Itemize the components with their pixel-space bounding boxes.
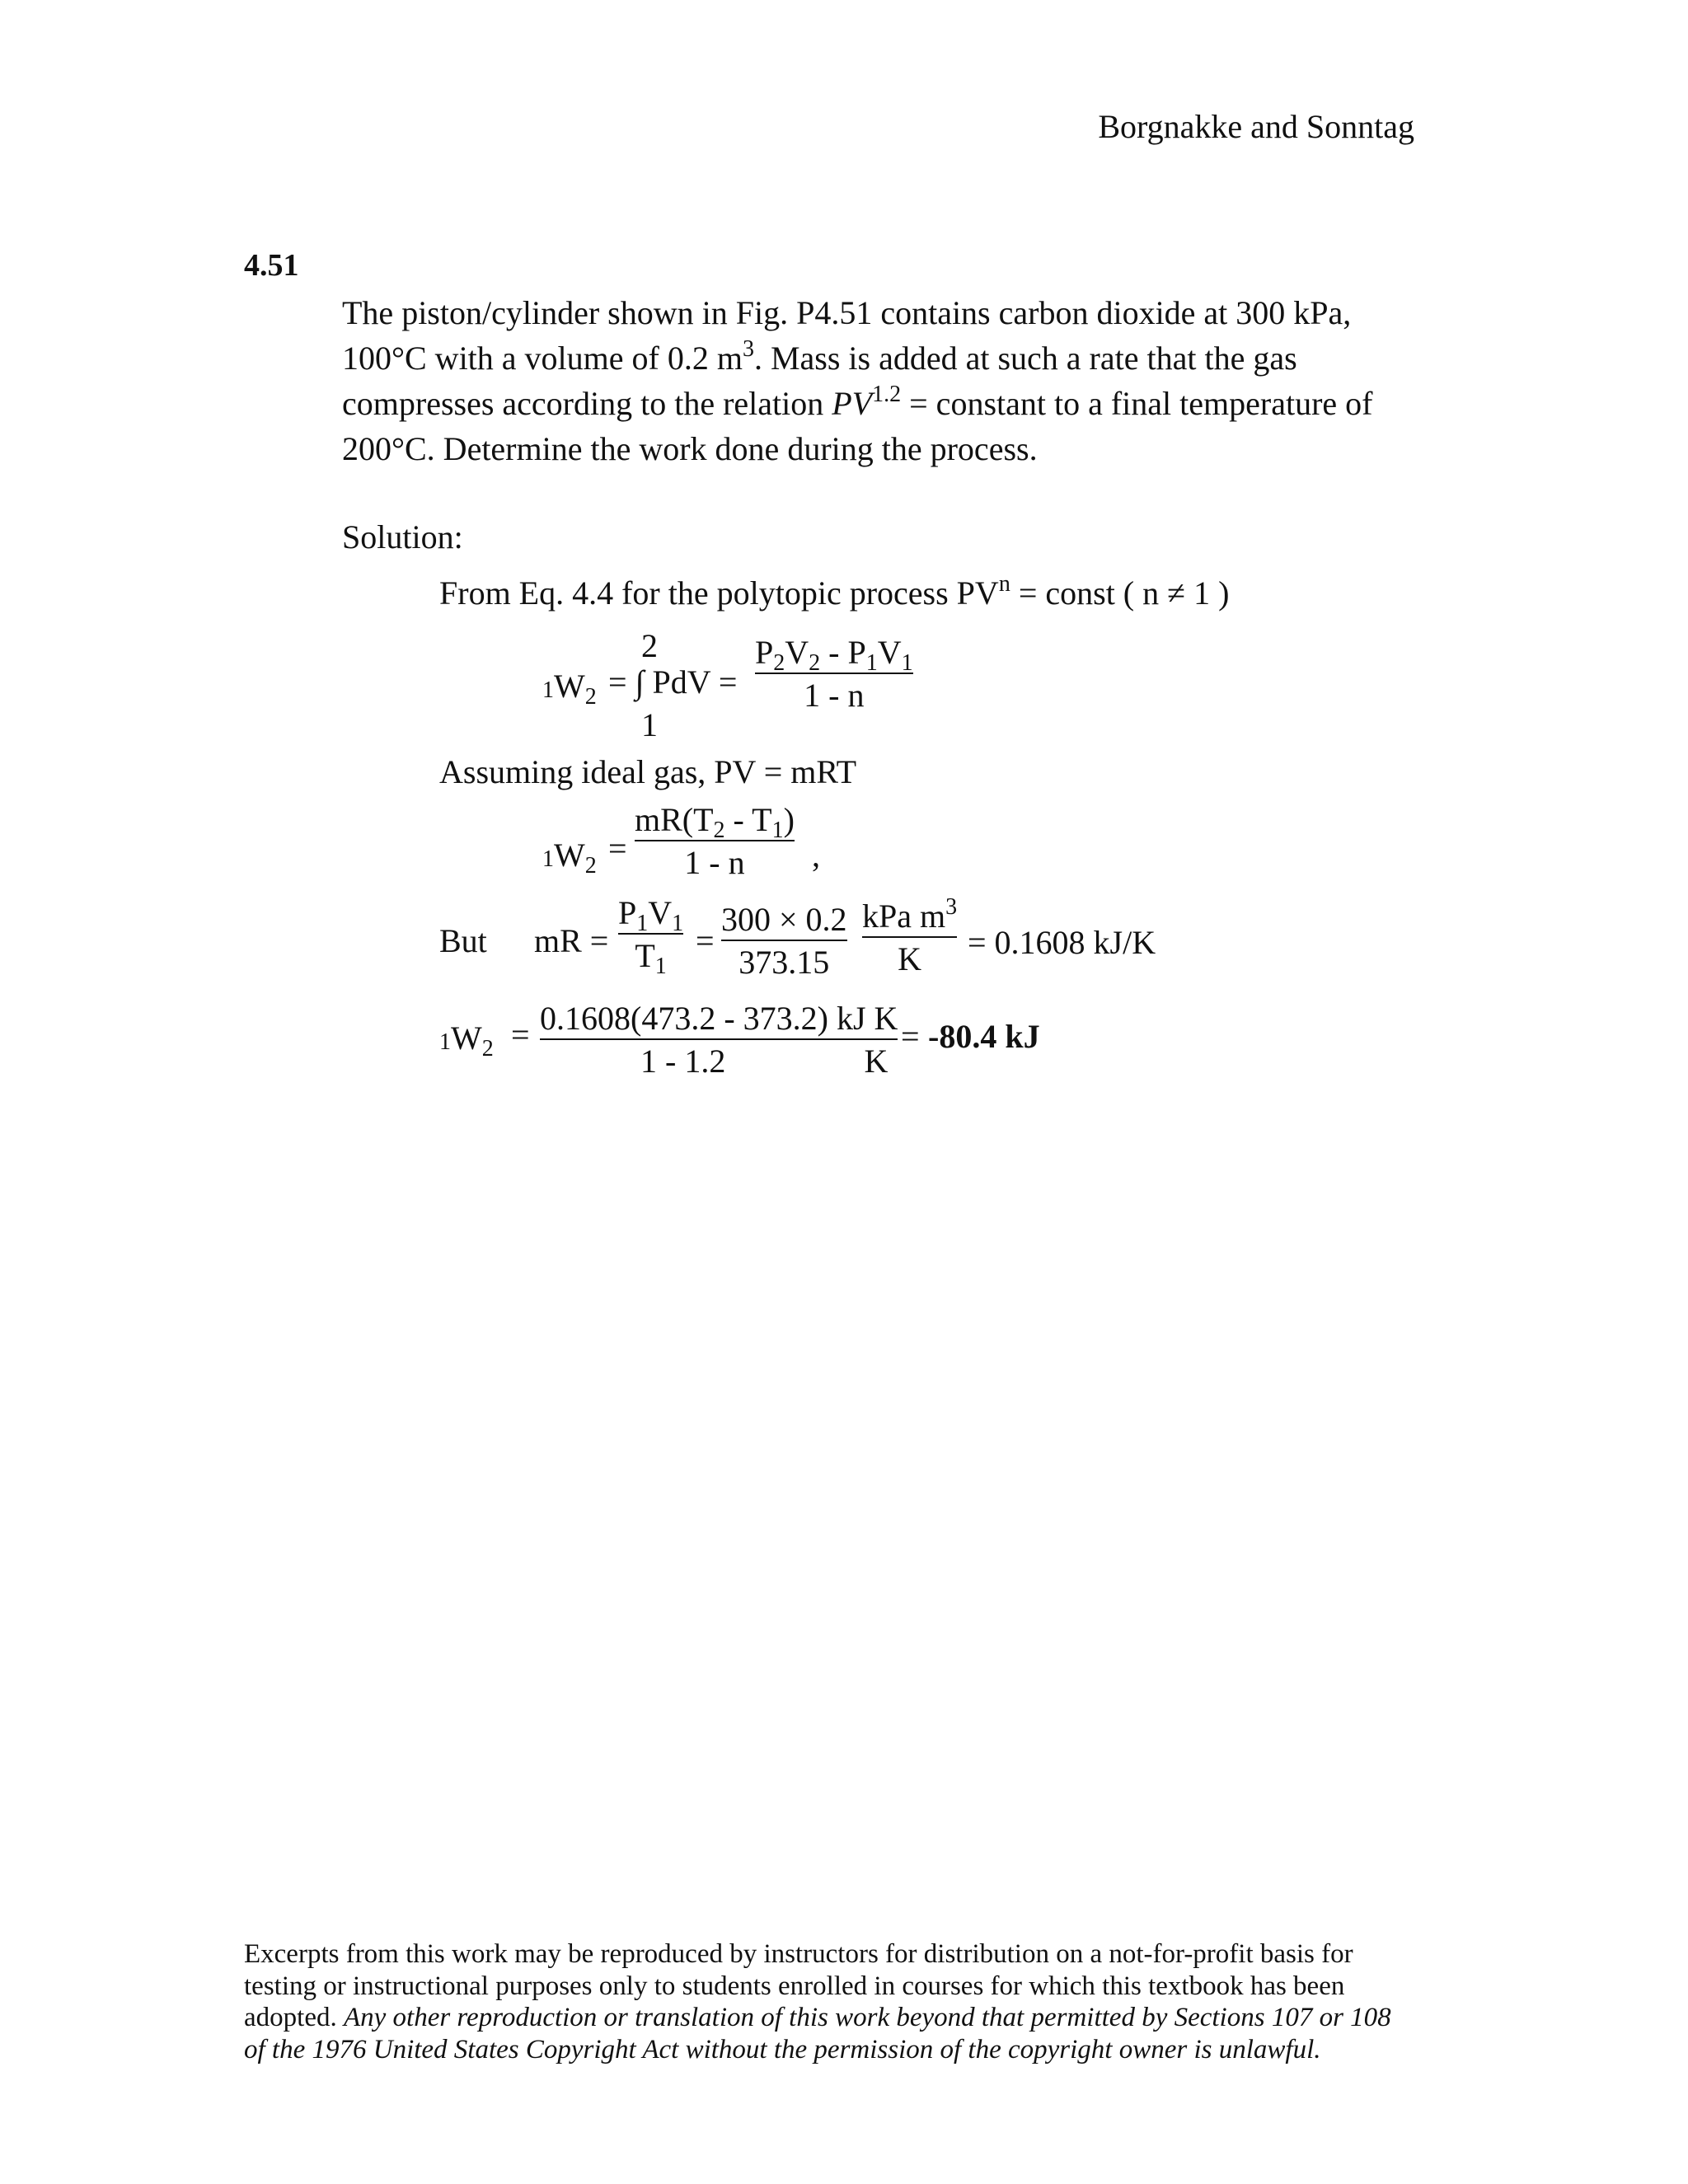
problem-line-2: 100°C with a volume of 0.2 $m^3$. Mass is added at such a rate that the gas [342, 336, 1297, 377]
ideal-gas-assumption: Assuming ideal gas, PV = mRT [439, 753, 857, 790]
mr-label: mR = [534, 922, 609, 959]
problem-line-1: The piston/cylinder shown in Fig. P4.51 contains carbon dioxide at 300 kPa, [342, 294, 1352, 331]
problem-statement [342, 290, 1447, 471]
fraction-bar [862, 936, 957, 938]
problem-number: 4.51 [244, 248, 299, 283]
integral-upper-limit: 2 [641, 627, 658, 664]
final-numerator: 0.1608(473.2 - 373.2) kJ K [540, 1000, 898, 1037]
final-denominator: 1 - 1.2 K [640, 1043, 889, 1080]
integral-lower-limit: 1 [641, 706, 658, 743]
mr-units-denominator: K [898, 940, 921, 977]
final-equals-1: = [511, 1016, 530, 1053]
eq2-fraction [635, 801, 795, 881]
final-result: -80.4 kJ [928, 1018, 1040, 1055]
final-equals-2: = [901, 1018, 920, 1055]
problem-line-3: compresses according to the relation $PV^{1.2}$ = constant to a final temperature of [342, 382, 1373, 422]
mr-numerator-2: 300 × 0.2 [721, 901, 847, 938]
solution-heading: Solution: [342, 518, 463, 555]
eq2-equals: = [608, 830, 627, 867]
work-symbol-1: $1W_2$ [542, 668, 597, 710]
fraction-bar [721, 940, 847, 941]
eq1-fraction [755, 636, 913, 712]
copyright-footer [244, 1938, 1456, 2065]
mr-equals: = [696, 922, 715, 959]
fraction-bar [755, 673, 913, 674]
work-symbol-3: $1W_2$ [439, 1019, 494, 1062]
header-authors: Borgnakke and Sonntag [1098, 108, 1414, 145]
footer-line-4: of the 1976 United States Copyright Act without the permission of the copyright owner is unlawful. [244, 2034, 1321, 2064]
eq1-numerator: $P_2V_2 - P_1V_1$ [755, 634, 913, 676]
mr-units-numerator: kPa $m^3$ [862, 894, 958, 935]
eq1-denominator: 1 - n [804, 677, 865, 714]
eq2-comma: , [812, 837, 820, 874]
problem-line-4: 200°C. Determine the work done during the process. [342, 430, 1038, 467]
integral-expression: = ∫ PdV = [608, 663, 738, 701]
mr-result: = 0.1608 kJ/K [968, 924, 1156, 961]
mr-fraction-1 [618, 894, 684, 979]
mr-denominator-2: 373.15 [738, 944, 830, 981]
mr-units-fraction [862, 894, 958, 977]
footer-line-1: Excerpts from this work may be reproduced by instructors for distribution on a not-for-profit basis for [244, 1939, 1353, 1969]
final-fraction [540, 1002, 898, 1078]
eq2-numerator: $mR(T_2 - T_1)$ [635, 801, 795, 843]
footer-line-2: testing or instructional purposes only to students enrolled in courses for which this textbook has been [244, 1971, 1345, 2001]
fraction-bar [540, 1038, 898, 1040]
mr-fraction-2 [721, 903, 847, 979]
mr-numerator-1: $P_1V_1$ [618, 894, 684, 936]
eq2-denominator: 1 - n [684, 844, 745, 881]
fraction-bar [635, 840, 795, 841]
polytropic-intro: From Eq. 4.4 for the polytopic process $PV^n$ = const ( n ≠ 1 ) [439, 571, 1230, 612]
but-label: But [439, 922, 487, 959]
fraction-bar [618, 933, 683, 935]
work-symbol-2: $1W_2$ [542, 837, 597, 879]
mr-denominator-1: $T_1$ [635, 937, 667, 979]
footer-line-3: adopted. Any other reproduction or translation of this work beyond that permitted by Sections 107 or 108 [244, 2003, 1391, 2032]
